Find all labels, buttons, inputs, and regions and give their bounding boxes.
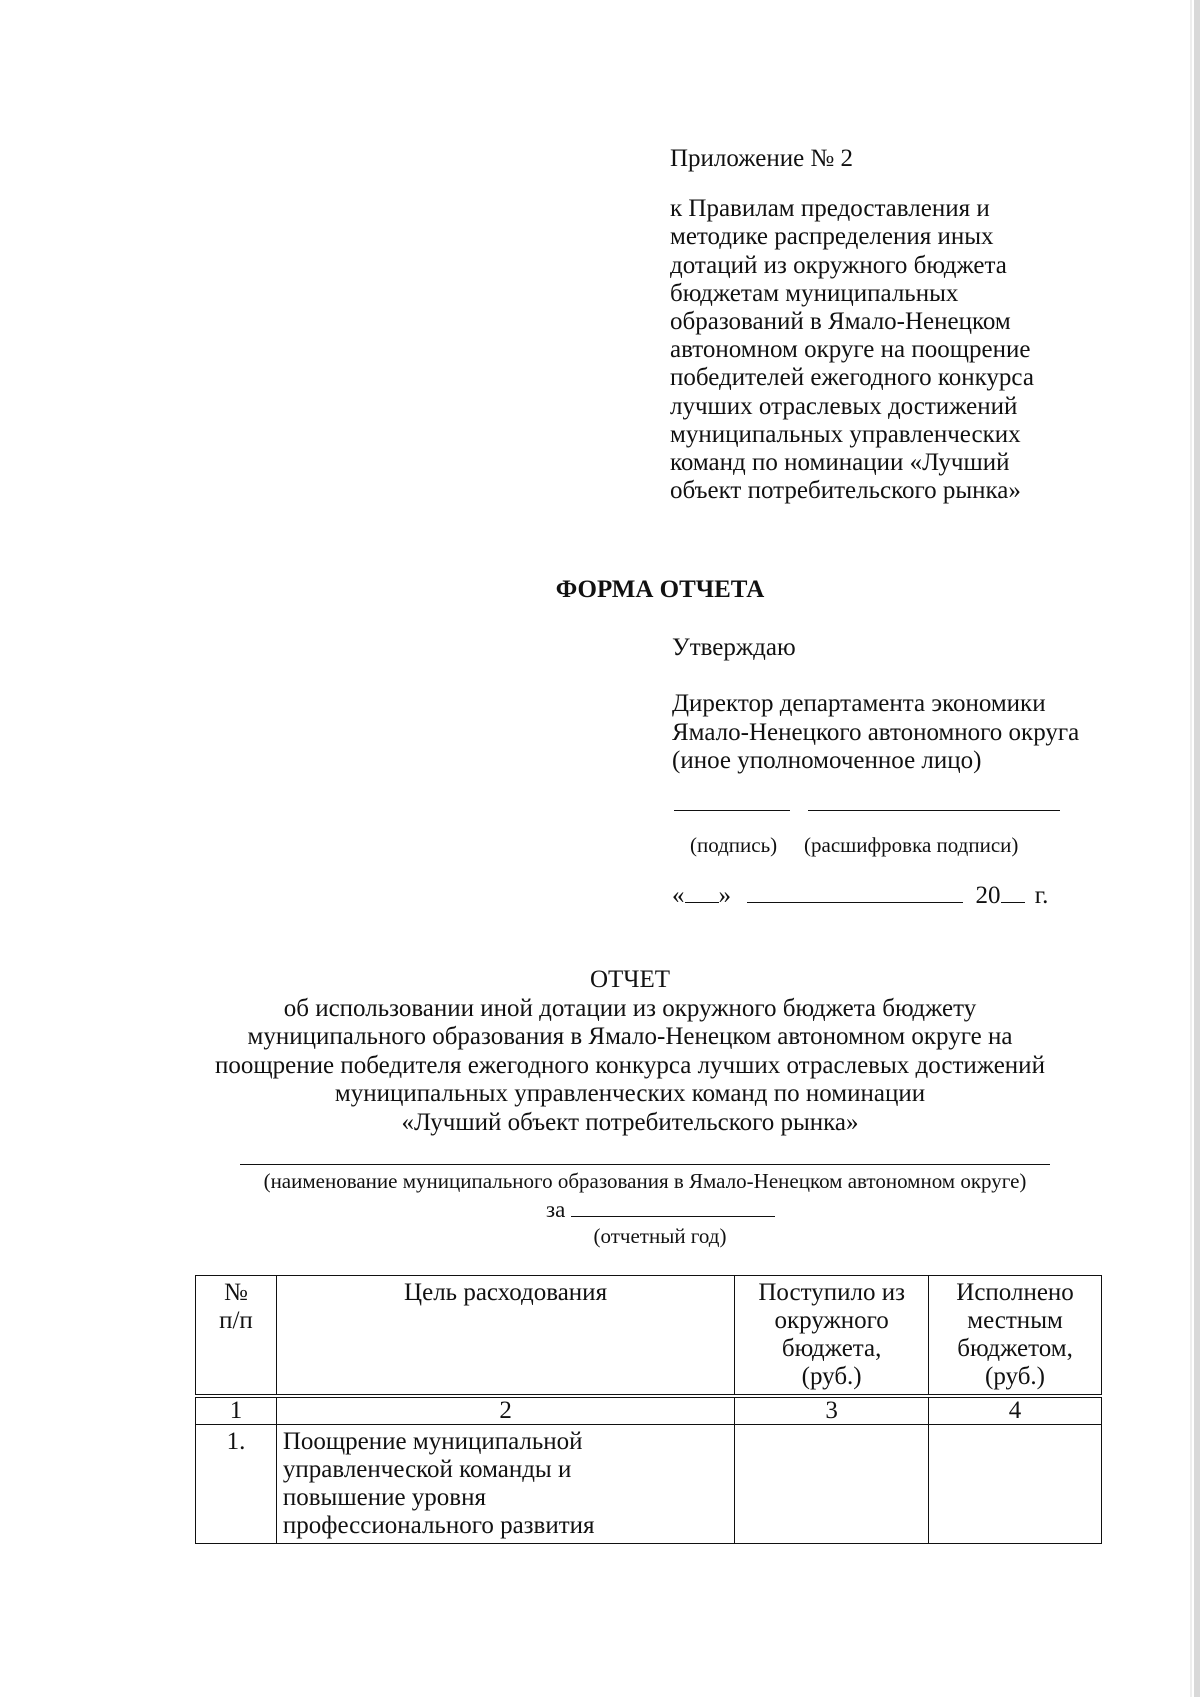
- approve-label: Утверждаю: [672, 634, 796, 661]
- signature-decode-line: [808, 810, 1060, 811]
- scan-edge: [1194, 0, 1200, 1697]
- report-subtitle-line: об использовании иной дотации из окружного бюджета бюджету: [283, 994, 977, 1022]
- signature-decode-caption: (расшифровка подписи): [804, 833, 1019, 857]
- report-title: ОТЧЕТ: [589, 966, 671, 993]
- header-text: (руб.): [985, 1363, 1046, 1390]
- header-cell-executed: [929, 1276, 1102, 1397]
- report-subtitle-line: поощрение победителя ежегодного конкурса лучших отраслевых достижений: [215, 1051, 1045, 1079]
- signature-caption: (подпись): [690, 833, 778, 857]
- table-header-row: [196, 1276, 1102, 1397]
- appendix-line: дотаций из окружного бюджета: [670, 251, 1007, 279]
- header-text: бюджета,: [781, 1335, 882, 1362]
- appendix-line: к Правилам предоставления и: [670, 195, 990, 223]
- header-text: Цель расходования: [404, 1279, 608, 1306]
- report-subtitle-line: муниципальных управленческих команд по номинации: [334, 1080, 926, 1107]
- day-blank: [685, 880, 719, 903]
- approver-position: [672, 690, 1079, 776]
- header-text: бюджетом,: [957, 1335, 1073, 1362]
- column-number-row: [196, 1396, 1102, 1425]
- row-received: [735, 1425, 929, 1544]
- month-blank: [747, 880, 963, 903]
- municipality-blank-line: [240, 1164, 1050, 1165]
- row-goal-line: Поощрение муниципальной: [282, 1428, 583, 1455]
- row-goal: [276, 1425, 734, 1544]
- period-blank: [571, 1196, 775, 1217]
- column-number: 1: [196, 1396, 277, 1425]
- approver-position-line: (иное уполномоченное лицо): [672, 747, 982, 774]
- year-suffix: г.: [1034, 882, 1049, 909]
- report-subtitle-line: «Лучший объект потребительского рынка»: [401, 1108, 859, 1136]
- header-text: п/п: [219, 1307, 253, 1334]
- approver-position-line: Ямало-Ненецкого автономного округа: [672, 718, 1080, 746]
- appendix-line: бюджетам муниципальных: [670, 279, 959, 307]
- report-heading: [200, 966, 1060, 1137]
- header-cell-goal: [276, 1276, 734, 1397]
- column-number: 3: [735, 1396, 929, 1425]
- header-cell-received: [735, 1276, 929, 1397]
- appendix-number: Приложение № 2: [670, 145, 854, 172]
- column-number: 2: [276, 1396, 734, 1425]
- header-text: окружного: [774, 1307, 889, 1334]
- appendix-line: лучших отраслевых достижений: [670, 392, 1018, 420]
- row-goal-line: повышение уровня: [282, 1484, 486, 1511]
- appendix-line: объект потребительского рынка»: [670, 477, 1021, 505]
- report-subtitle-line: муниципального образования в Ямало-Ненецком автономном округе на: [247, 1023, 1013, 1050]
- period-row: [546, 1196, 775, 1223]
- column-number: 4: [929, 1396, 1102, 1425]
- appendix-line: методике распределения иных: [670, 223, 994, 251]
- signature-line: [674, 810, 790, 811]
- appendix-block: [670, 145, 1090, 505]
- appendix-line: образований в Ямало-Ненецком: [670, 308, 1011, 336]
- header-cell-num: [196, 1276, 277, 1397]
- approver-position-line: Директор департамента экономики: [672, 690, 1046, 717]
- header-text: (руб.): [801, 1363, 862, 1390]
- period-prefix: за: [546, 1197, 566, 1222]
- form-title: ФОРМА ОТЧЕТА: [555, 576, 765, 603]
- appendix-line: команд по номинации «Лучший: [670, 449, 1010, 477]
- header-text: №: [224, 1279, 248, 1306]
- row-goal-line: профессионального развития: [282, 1512, 595, 1539]
- header-text: местным: [967, 1307, 1063, 1334]
- date-close-quote: »: [718, 882, 731, 909]
- appendix-line: муниципальных управленческих: [670, 420, 1021, 448]
- report-table: [195, 1275, 1102, 1544]
- period-caption: (отчетный год): [593, 1224, 727, 1248]
- year-prefix: 20: [975, 882, 1001, 909]
- table-row: [196, 1425, 1102, 1544]
- appendix-line: победителей ежегодного конкурса: [670, 364, 1034, 392]
- date-open-quote: «: [672, 882, 685, 909]
- header-text: Исполнено: [956, 1279, 1074, 1306]
- scan-edge-shadow: [1190, 0, 1192, 1697]
- approval-date: [672, 880, 1048, 910]
- row-goal-line: управленческой команды и: [282, 1456, 572, 1483]
- year-blank: [1001, 880, 1025, 903]
- appendix-line: автономном округе на поощрение: [670, 336, 1031, 364]
- row-number: 1.: [196, 1425, 277, 1544]
- municipality-caption: (наименование муниципального образования в Ямало-Ненецком автономном округе): [263, 1169, 1027, 1193]
- row-executed: [929, 1425, 1102, 1544]
- header-text: Поступило из: [758, 1279, 905, 1306]
